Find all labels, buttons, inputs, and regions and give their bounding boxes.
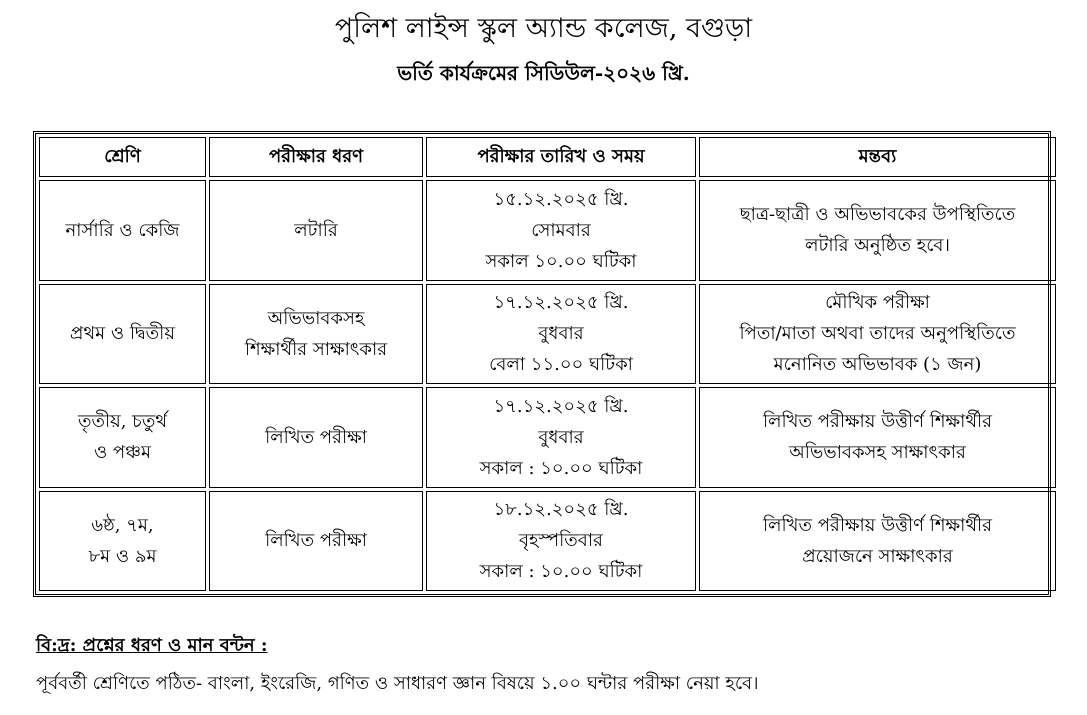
cell-remarks	[699, 387, 1056, 488]
cell-remarks	[699, 180, 1056, 281]
cell-line: লটারি অনুষ্ঠিত হবে।	[805, 235, 950, 257]
cell-day: বৃহস্পতিবার	[519, 530, 603, 552]
cell-date: ১৭.১২.২০২৫ খ্রি.	[493, 395, 629, 417]
cell-time: সকাল : ১০.০০ ঘটিকা	[479, 561, 643, 583]
cell-time: সকাল : ১০.০০ ঘটিকা	[479, 457, 643, 479]
cell-datetime	[426, 491, 696, 592]
cell-line: মনোনিত অভিভাবক (১ জন)	[773, 354, 982, 376]
note-body: পূর্ববর্তী শ্রেণিতে পঠিত- বাংলা, ইংরেজি, গণিত ও সাধারণ জ্ঞান বিষয়ে ১.০০ ঘন্টার পরীক্ষা নেয়া হবে।	[36, 673, 759, 694]
cell-datetime	[426, 180, 696, 281]
cell-line: তৃতীয়, চতুর্থ	[77, 411, 168, 433]
table-header-row	[39, 137, 1056, 177]
cell-line: মৌখিক পরীক্ষা	[825, 292, 930, 314]
cell-datetime	[426, 284, 696, 385]
page-subtitle: ভর্তি কার্যক্রমের সিডিউল-২০২৬ খ্রি.	[397, 61, 690, 85]
note-heading: বি:দ্র: প্রশ্নের ধরণ ও মান বন্টন :	[36, 635, 268, 656]
header-exam-type: পরীক্ষার ধরণ	[209, 137, 423, 177]
cell-date: ১৮.১২.২০২৫ খ্রি.	[493, 499, 629, 521]
cell-line: লিখিত পরীক্ষায় উত্তীর্ণ শিক্ষার্থীর	[762, 411, 993, 433]
cell-exam-type	[209, 180, 423, 281]
cell-line: ছাত্র-ছাত্রী ও অভিভাবকের উপস্থিতিতে	[739, 204, 1016, 226]
cell-line: অভিভাবকসহ	[267, 307, 365, 329]
header-class: শ্রেণি	[39, 137, 206, 177]
cell-class	[39, 387, 206, 488]
cell-line: ও পঞ্চম	[94, 442, 151, 464]
cell-day: সোমবার	[531, 219, 591, 241]
cell-line: ৮ম ও ৯ম	[88, 545, 157, 567]
table-row	[39, 284, 1056, 385]
table-row	[39, 387, 1056, 488]
cell-class	[39, 491, 206, 592]
cell-remarks	[699, 491, 1056, 592]
cell-date: ১৭.১২.২০২৫ খ্রি.	[493, 292, 629, 314]
cell-line: প্রয়োজনে সাক্ষাৎকার	[802, 545, 953, 567]
schedule-table	[36, 134, 1059, 594]
cell-line: লিখিত পরীক্ষায় উত্তীর্ণ শিক্ষার্থীর	[762, 514, 993, 536]
schedule-table-container	[33, 131, 1051, 597]
cell-line: পিতা/মাতা অথবা তাদের অনুপস্থিতিতে	[739, 323, 1016, 345]
cell-class	[39, 180, 206, 281]
cell-exam-type	[209, 387, 423, 488]
cell-line: লটারি	[294, 219, 338, 241]
cell-line: লিখিত পরীক্ষা	[265, 530, 367, 552]
page-title: পুলিশ লাইন্স স্কুল অ্যান্ড কলেজ, বগুড়া	[334, 13, 753, 44]
cell-line: প্রথম ও দ্বিতীয়	[70, 323, 175, 345]
cell-line: লিখিত পরীক্ষা	[265, 426, 367, 448]
table-row	[39, 180, 1056, 281]
header-datetime: পরীক্ষার তারিখ ও সময়	[426, 137, 696, 177]
cell-day: বুধবার	[538, 323, 584, 345]
cell-datetime	[426, 387, 696, 488]
cell-line: অভিভাবকসহ সাক্ষাৎকার	[789, 442, 966, 464]
cell-line: নার্সারি ও কেজি	[65, 219, 180, 241]
cell-line: ৬ষ্ঠ, ৭ম,	[91, 514, 154, 536]
cell-exam-type	[209, 284, 423, 385]
cell-day: বুধবার	[538, 426, 584, 448]
table-row	[39, 491, 1056, 592]
cell-time: বেলা ১১.০০ ঘটিকা	[489, 354, 633, 376]
cell-class	[39, 284, 206, 385]
cell-time: সকাল ১০.০০ ঘটিকা	[485, 250, 637, 272]
cell-remarks	[699, 284, 1056, 385]
cell-line: শিক্ষার্থীর সাক্ষাৎকার	[244, 338, 388, 360]
header-remarks: মন্তব্য	[699, 137, 1056, 177]
cell-exam-type	[209, 491, 423, 592]
cell-date: ১৫.১২.২০২৫ খ্রি.	[493, 188, 629, 210]
